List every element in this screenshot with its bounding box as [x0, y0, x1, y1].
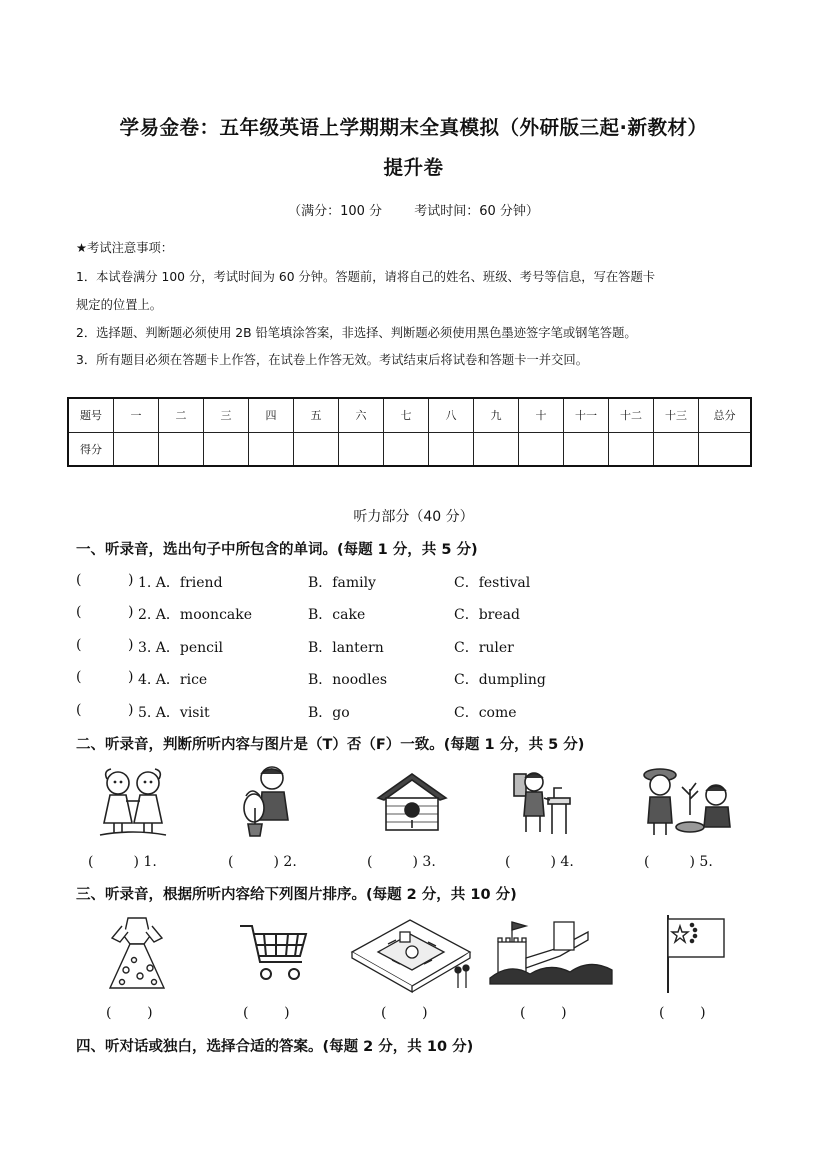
judge-label-1[interactable]: ( ) 1. [88, 854, 157, 870]
answer-paren-close: ) [128, 637, 134, 653]
table-header-cell: 九 [474, 398, 519, 432]
score-cell[interactable] [699, 432, 752, 466]
score-cell[interactable] [474, 432, 519, 466]
kids-planting-tree-icon [640, 765, 736, 837]
boy-watering-plant-icon [238, 764, 300, 838]
note-1a: 1．本试卷满分 100 分，考试时间为 60 分钟。答题前，请将自己的姓名、班级、考号等信息，写在答题卡 [76, 270, 656, 284]
answer-paren-close: ) [128, 604, 134, 620]
table-row-label: 得分 [68, 432, 114, 466]
listening-section-title: 听力部分（40 分） [353, 509, 474, 525]
option-b: B．family [308, 575, 376, 591]
birdhouse-icon [374, 770, 450, 834]
answer-paren-open[interactable]: ( [76, 637, 82, 653]
dress-icon [108, 914, 166, 992]
score-cell[interactable] [429, 432, 474, 466]
judge-label-3[interactable]: ( ) 3. [367, 854, 436, 870]
question-3-heading: 三、听录音，根据所听内容给下列图片排序。(每题 2 分，共 10 分) [76, 887, 517, 903]
full-score: （满分：100 分 [288, 204, 383, 219]
score-cell[interactable] [564, 432, 609, 466]
order-label-3[interactable]: ( ) [381, 1005, 428, 1021]
notes-heading: ★考试注意事项： [76, 241, 174, 255]
option-c: C．come [454, 705, 517, 721]
boy-at-sink-icon [510, 768, 574, 836]
exam-title: 学易金卷：五年级英语上学期期末全真模拟（外研版三起·新教材） [119, 116, 708, 139]
score-cell[interactable] [609, 432, 654, 466]
table-header-cell: 题号 [68, 398, 114, 432]
question-2-heading: 二、听录音，判断所听内容与图片是（T）否（F）一致。(每题 1 分，共 5 分) [76, 737, 585, 753]
option-a: 5. A．visit [138, 705, 210, 721]
score-table-header-row [68, 398, 751, 432]
judge-label-5[interactable]: ( ) 5. [644, 854, 713, 870]
order-label-1[interactable]: ( ) [106, 1005, 153, 1021]
great-wall-icon [488, 918, 614, 988]
exam-time: 考试时间：60 分钟） [414, 204, 539, 219]
table-header-cell: 十 [519, 398, 564, 432]
note-2: 2．选择题、判断题必须使用 2B 铅笔填涂答案，非选择、判断题必须使用黑色墨迹签字笔或钢笔答题。 [76, 326, 637, 340]
list-item [76, 572, 776, 594]
table-header-cell: 七 [384, 398, 429, 432]
answer-paren-open[interactable]: ( [76, 669, 82, 685]
answer-paren-open[interactable]: ( [76, 572, 82, 588]
score-cell[interactable] [249, 432, 294, 466]
list-item [76, 669, 776, 691]
table-header-cell: 十三 [654, 398, 699, 432]
option-a: 3. A．pencil [138, 640, 223, 656]
table-header-cell: 一 [114, 398, 159, 432]
order-label-4[interactable]: ( ) [520, 1005, 567, 1021]
score-cell[interactable] [654, 432, 699, 466]
option-b: B．lantern [308, 640, 384, 656]
option-c: C．bread [454, 607, 520, 623]
judge-label-4[interactable]: ( ) 4. [505, 854, 574, 870]
question-4-heading: 四、听对话或独白，选择合适的答案。(每题 2 分，共 10 分) [76, 1039, 474, 1055]
question-1-heading: 一、听录音，选出句子中所包含的单词。(每题 1 分，共 5 分) [76, 542, 478, 558]
two-girls-icon [98, 765, 168, 837]
option-a: 4. A．rice [138, 672, 208, 688]
option-a: 1. A．friend [138, 575, 223, 591]
score-table [67, 397, 752, 467]
order-label-2[interactable]: ( ) [243, 1005, 290, 1021]
score-cell[interactable] [159, 432, 204, 466]
option-b: B．noodles [308, 672, 388, 688]
score-cell[interactable] [519, 432, 564, 466]
table-header-cell: 四 [249, 398, 294, 432]
option-b: B．go [308, 705, 350, 721]
table-header-cell: 十二 [609, 398, 654, 432]
china-flag-icon [662, 913, 726, 995]
table-header-cell: 总分 [699, 398, 752, 432]
option-c: C．ruler [454, 640, 514, 656]
exam-subtitle: 提升卷 [383, 156, 444, 179]
palace-map-icon [348, 912, 474, 998]
answer-paren-close: ) [128, 669, 134, 685]
judge-label-2[interactable]: ( ) 2. [228, 854, 297, 870]
score-table-score-row [68, 432, 751, 466]
order-label-5[interactable]: ( ) [659, 1005, 706, 1021]
answer-paren-close: ) [128, 572, 134, 588]
option-c: C．dumpling [454, 672, 546, 688]
list-item [76, 637, 776, 659]
answer-paren-open[interactable]: ( [76, 702, 82, 718]
table-header-cell: 二 [159, 398, 204, 432]
option-a: 2. A．mooncake [138, 607, 253, 623]
table-header-cell: 五 [294, 398, 339, 432]
score-time-line [0, 200, 827, 219]
table-header-cell: 六 [339, 398, 384, 432]
list-item [76, 702, 776, 724]
note-1b: 规定的位置上。 [76, 298, 163, 312]
score-cell[interactable] [339, 432, 384, 466]
score-cell[interactable] [384, 432, 429, 466]
score-cell[interactable] [114, 432, 159, 466]
shopping-cart-icon [238, 922, 310, 982]
answer-paren-close: ) [128, 702, 134, 718]
table-header-cell: 三 [204, 398, 249, 432]
note-3: 3．所有题目必须在答题卡上作答，在试卷上作答无效。考试结束后将试卷和答题卡一并交回。 [76, 353, 588, 367]
option-c: C．festival [454, 575, 531, 591]
list-item [76, 604, 776, 626]
table-header-cell: 八 [429, 398, 474, 432]
option-b: B．cake [308, 607, 366, 623]
answer-paren-open[interactable]: ( [76, 604, 82, 620]
score-cell[interactable] [294, 432, 339, 466]
score-cell[interactable] [204, 432, 249, 466]
table-header-cell: 十一 [564, 398, 609, 432]
